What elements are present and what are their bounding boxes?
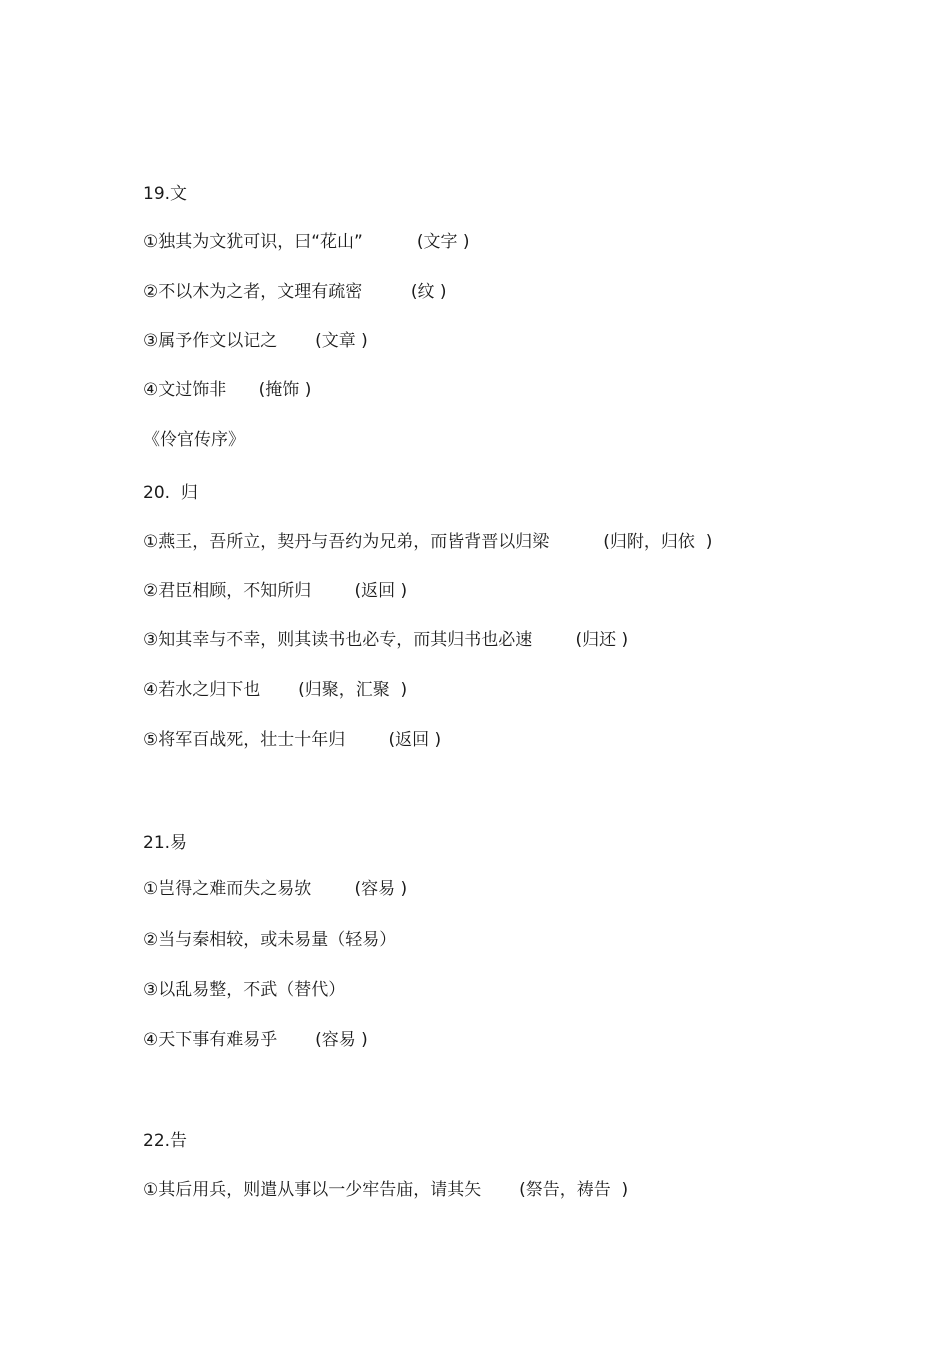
list-item: ①燕王，吾所立，契丹与吾约为兄弟，而皆背晋以归梁 (归附，归依 ) — [143, 532, 713, 552]
list-item: ④天下事有难易乎 (容易 ) — [143, 1030, 368, 1050]
list-item: ①岂得之难而失之易欤 (容易 ) — [143, 879, 408, 899]
list-item: ④文过饰非 (掩饰 ) — [143, 380, 312, 400]
section-heading-20: 20. 归 — [143, 483, 198, 503]
source-title: 《伶官传序》 — [143, 430, 245, 450]
list-item: ⑤将军百战死，壮士十年归 (返回 ) — [143, 730, 442, 750]
list-item: ③知其幸与不幸，则其读书也必专，而其归书也必速 (归还 ) — [143, 630, 629, 650]
section-heading-21: 21.易 — [143, 833, 188, 853]
section-heading-22: 22.告 — [143, 1131, 188, 1151]
list-item: ④若水之归下也 (归聚，汇聚 ) — [143, 680, 408, 700]
list-item: ②不以木为之者，文理有疏密 (纹 ) — [143, 282, 447, 302]
list-item: ③以乱易整，不武（替代） — [143, 980, 346, 1000]
list-item: ②当与秦相较，或未易量（轻易） — [143, 930, 397, 950]
list-item: ①其后用兵，则遣从事以一少牢告庙，请其矢 (祭告，祷告 ) — [143, 1180, 629, 1200]
list-item: ②君臣相顾，不知所归 (返回 ) — [143, 581, 408, 601]
list-item: ③属予作文以记之 (文章 ) — [143, 331, 368, 351]
list-item: ①独其为文犹可识，曰“花山” (文字 ) — [143, 232, 470, 252]
section-heading-19: 19.文 — [143, 184, 188, 204]
